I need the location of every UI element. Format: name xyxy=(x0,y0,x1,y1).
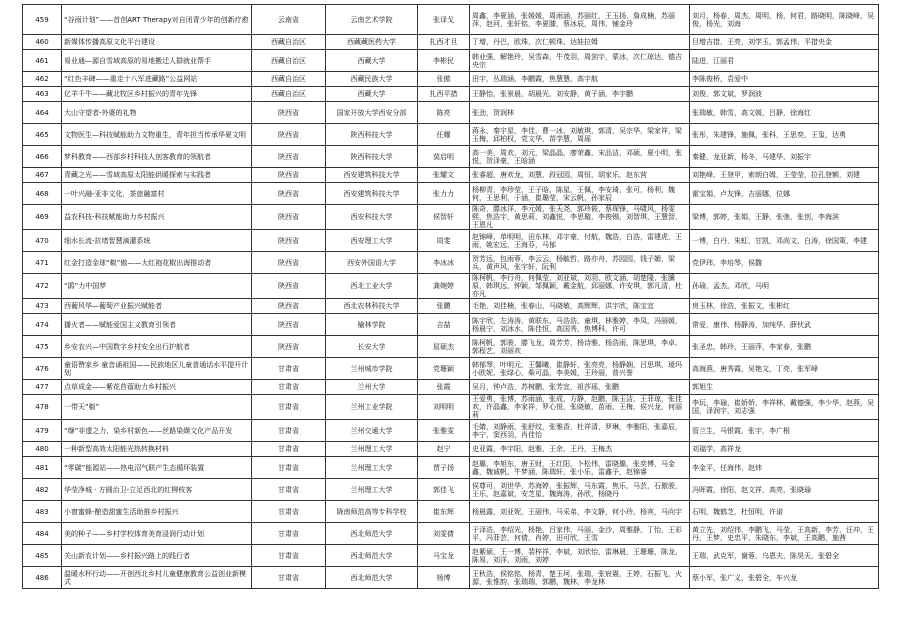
team-members-cell: 陈宇欣，左涛涛，黄联东，马浩浩，童琪，林雅婷，李凤，冯丽媛，杨晨宁，刘冰水，陈佳恒，高国秀，焦博科，许可 xyxy=(470,314,690,336)
project-title-cell: 美的种子——乡村学校体育美育浸润行动计划 xyxy=(62,523,252,545)
table-row xyxy=(23,72,879,87)
province-cell: 云南省 xyxy=(252,5,326,35)
school-name-cell: 西北师范大学 xyxy=(326,567,418,589)
school-name-cell: 陕西科技大学 xyxy=(326,124,418,146)
row-number-cell: 472 xyxy=(23,274,62,299)
school-name-cell: 西安科技大学 xyxy=(326,205,418,230)
project-title-cell: 易业通—源自雪域高原的易地搬迁人群就业帮手 xyxy=(62,50,252,72)
team-members-cell: 韩郁琴，叶明元，王馨曦，崔静轩，张亮亮，杨静娴，吕思琪，瑷玛小欧妮，张绿心，柴可晶，李美媛，王玲丽，普兴誉 xyxy=(470,358,690,380)
project-title-cell: 亿羊千牛——藏北牧区乡村振兴的青年先锋 xyxy=(62,87,252,102)
row-number-cell: 465 xyxy=(23,124,62,146)
project-title-cell: 细水长流-抗堵智慧滴灌系统 xyxy=(62,230,252,252)
team-members-cell: 毛艳，刘佳楠，张春山，马晓敏，高辉辉，洪宇欣，陈宝宜 xyxy=(470,299,690,314)
province-cell: 陕西省 xyxy=(252,168,326,183)
row-number-cell: 485 xyxy=(23,545,62,567)
school-name-cell: 西北师范大学 xyxy=(326,545,418,567)
province-cell: 陕西省 xyxy=(252,205,326,230)
province-cell: 陕西省 xyxy=(252,124,326,146)
advisor-teachers-cell: 黄立先，刘绍伟，李鹏飞，马莹，王高新，李芳，汪冲，王丹，王梦，史忠平，朱晓东，李斌，王高鹏，施茜 xyxy=(690,523,879,545)
province-cell: 西藏自治区 xyxy=(252,35,326,50)
project-title-cell: “缬”非遗之力，染乡村新色——丝路染缬文化产品开发 xyxy=(62,420,252,442)
row-number-cell: 461 xyxy=(23,50,62,72)
school-name-cell: 西北工业大学 xyxy=(326,274,418,299)
province-cell: 甘肃省 xyxy=(252,442,326,457)
spreadsheet-page xyxy=(22,4,878,589)
province-cell: 陕西省 xyxy=(252,299,326,314)
team-leader-cell: 侯智轩 xyxy=(418,205,470,230)
project-title-cell: 小窗蜜蜂-酿造甜蜜生活助推乡村振兴 xyxy=(62,501,252,523)
table-row xyxy=(23,545,879,567)
advisor-teachers-cell: 秦健，龙亚新，杨冬，马建华，刘振宇 xyxy=(690,146,879,168)
advisor-teachers-cell: 管兰生，马银霞，张宇，李广根 xyxy=(690,420,879,442)
team-leader-cell: 张傲 xyxy=(418,72,470,87)
province-cell: 陕西省 xyxy=(252,183,326,205)
province-cell: 甘肃省 xyxy=(252,523,326,545)
advisor-teachers-cell: 刘艳峰，王登甲，索朗白姆，王莹莹，拉孔登额，刘建 xyxy=(690,168,879,183)
project-title-cell: 华莹净城 · 方圆治卫-立足西北的红柳枝客 xyxy=(62,479,252,501)
table-row xyxy=(23,124,879,146)
school-name-cell: 西藏大学 xyxy=(326,87,418,102)
project-title-cell: 点草成金——紫花苜蓿助力乡村振兴 xyxy=(62,380,252,395)
table-row xyxy=(23,146,879,168)
province-cell: 西藏自治区 xyxy=(252,50,326,72)
team-leader-cell: 马宝龙 xyxy=(418,545,470,567)
advisor-teachers-cell: 张瑞敏，韩雪，高文媛，吕静，徐海红 xyxy=(690,102,879,124)
team-members-cell: 于泽浩，李绍光，杨艳，吕家伟，马丽，金沙，周雅静，丁怡，王彩平，冯菲芸，何倩，肖婷，田可欣，王雪 xyxy=(470,523,690,545)
province-cell: 陕西省 xyxy=(252,274,326,299)
team-leader-cell: 扎西平措 xyxy=(418,87,470,102)
table-body xyxy=(23,5,879,589)
school-name-cell: 榆林学院 xyxy=(326,314,418,336)
table-row xyxy=(23,358,879,380)
project-title-cell: 播火者——赋能爱国主义教育引领者 xyxy=(62,314,252,336)
team-members-cell: 张睿超，唐欢龙，刘慧，段冠园，周恒，胡家乐，赵东营 xyxy=(470,168,690,183)
project-table xyxy=(22,4,879,589)
advisor-teachers-cell: 郭旭生 xyxy=(690,380,879,395)
table-row xyxy=(23,50,879,72)
project-title-cell: 红金打造金球“椒”傲——大红袍花椒出海推动者 xyxy=(62,252,252,274)
advisor-teachers-cell: 刘月，杨春，周杰，周明，杨，何君，路晓明，陈晓峰，吴俊，杨光，刘海 xyxy=(690,5,879,35)
province-cell: 西藏自治区 xyxy=(252,72,326,87)
advisor-teachers-cell: 旦增吉措，王亮，刘学玉，郭孟伟，平措央金 xyxy=(690,35,879,50)
team-members-cell: 吴月，钟卢浩，苏树鹏，张芳宜，祖莎瑶，张鹏 xyxy=(470,380,690,395)
team-leader-cell: 张耀文 xyxy=(418,168,470,183)
province-cell: 陕西省 xyxy=(252,146,326,168)
team-leader-cell: 龚婉婷 xyxy=(418,274,470,299)
team-leader-cell: 周斐 xyxy=(418,230,470,252)
team-leader-cell: 任耀 xyxy=(418,124,470,146)
province-cell: 甘肃省 xyxy=(252,567,326,589)
team-members-cell: 毛婧，刘静雨，张舒纹，张雅香，杜祥清，罗琳，李雅阳，张嘉辰，李宁，窦西羽，肖佳怡 xyxy=(470,420,690,442)
school-name-cell: 西藏民族大学 xyxy=(326,72,418,87)
team-members-cell: 丁增，丹巴，欧珠，次仁顿珠，达娃拉姆 xyxy=(470,35,690,50)
school-name-cell: 西安外国语大学 xyxy=(326,252,418,274)
table-row xyxy=(23,523,879,545)
row-number-cell: 484 xyxy=(23,523,62,545)
school-name-cell: 兰州城市学院 xyxy=(326,358,418,380)
school-name-cell: 陇南师范高等专科学校 xyxy=(326,501,418,523)
school-name-cell: 西安建筑科技大学 xyxy=(326,168,418,183)
team-members-cell: 陈奇，滕冰洋，李元媛，张天尧，郭玲筱，蔡琛锋，马啸风，杨雯熙，焦浩宇，黄思莉，刘鑫悦，李思璇，李俊锡，刘智琪，王慧智，王恩凡 xyxy=(470,205,690,230)
school-name-cell: 西安理工大学 xyxy=(326,230,418,252)
school-name-cell: 兰州理工大学 xyxy=(326,442,418,457)
team-members-cell: 杨晨露，刘亚妮，王丽伟，马采弟，李文静，何小玲，杨宾，马向宇 xyxy=(470,501,690,523)
project-title-cell: “零碳”能源站——热电沼气联产生态循环装置 xyxy=(62,457,252,479)
school-name-cell: 西藏大学 xyxy=(326,50,418,72)
team-leader-cell: 刘雯倩 xyxy=(418,523,470,545)
province-cell: 甘肃省 xyxy=(252,457,326,479)
table-row xyxy=(23,230,879,252)
team-leader-cell: 吉喆 xyxy=(418,314,470,336)
team-members-cell: 贺芳远，包雨蓉，李云云，杨毓哲，路亦舟，苏园园，钱子媚，梁兵，黄声风，张宇轩，阮利 xyxy=(470,252,690,274)
table-row xyxy=(23,336,879,358)
advisor-teachers-cell: 冯晖霞，徐阳，赵文祥，高亮，张晓瑜 xyxy=(690,479,879,501)
table-row xyxy=(23,252,879,274)
advisor-teachers-cell: 高海燕，唐秀霞，吴艳文，丁亮，张军峰 xyxy=(690,358,879,380)
table-row xyxy=(23,567,879,589)
table-row xyxy=(23,442,879,457)
project-title-cell: 梦科教育——西部乡村科技人创客教育的领航者 xyxy=(62,146,252,168)
project-title-cell: “谷雨计划”——首创ART Therapy对自闭青少年的创新疗愈 xyxy=(62,5,252,35)
team-members-cell: 杨柳青，李珍莹，王子晗，陈星，王佩，李安琦，张可，杨利，魏何，王思利，于涵，崔璐莹，宋云帆，孙家辰 xyxy=(470,183,690,205)
advisor-teachers-cell: 王瑞，武克军，谢蓉，乌恩夫，陈昊天，张碧全 xyxy=(690,545,879,567)
project-title-cell: 温暖水杯行动——开创西北乡村儿童健康教育公益创业新模式 xyxy=(62,567,252,589)
team-members-cell: 蒋永，秦宇星，李佳，曹一冰，刘敏琪，郭清，吴宗华，梁家祥，梁玉梅，邱柏权，党文华，苗学慧，周瑶 xyxy=(470,124,690,146)
team-members-cell: 陈柯帆，郭骏，滕飞龙，周芳芳，杨诗雅，杨浩雨，陈思琪，李卓，郭程艺，刘丽欢 xyxy=(470,336,690,358)
row-number-cell: 477 xyxy=(23,380,62,395)
row-number-cell: 466 xyxy=(23,146,62,168)
row-number-cell: 476 xyxy=(23,358,62,380)
province-cell: 甘肃省 xyxy=(252,380,326,395)
school-name-cell: 西安建筑科技大学 xyxy=(326,183,418,205)
row-number-cell: 483 xyxy=(23,501,62,523)
advisor-teachers-cell: 梁博，郭婷，张娟，王静，张弛，张创，李海滨 xyxy=(690,205,879,230)
advisor-teachers-cell: 李玩，李瑜，崔娇娇，李祥林，戴德强，李少华，赵燕，吴国，泽润宇，刘志强 xyxy=(690,395,879,420)
row-number-cell: 482 xyxy=(23,479,62,501)
project-title-cell: 大山守望者-外婆的礼物 xyxy=(62,102,252,124)
team-members-cell: 王爱勇，张博，苏雨涵，张成，方静，赵鹏，陈玉洁，王菲琼，张佳欢，许晶鑫，李家祥，罗心悦，张晓敏，苗雨，王梅，侯兴龙，何丽莉 xyxy=(470,395,690,420)
province-cell: 西藏自治区 xyxy=(252,87,326,102)
team-members-cell: 韩业强，解艳玲，吴雪森，牛茂羽，周剑宇，蒙冰，次仁琼达，德吉央宗 xyxy=(470,50,690,72)
team-members-cell: 田宇，丛瑞涵，李鹏霞，焦慧慧，高宇航 xyxy=(470,72,690,87)
team-leader-cell: 党珊颖 xyxy=(418,358,470,380)
row-number-cell: 460 xyxy=(23,35,62,50)
table-row xyxy=(23,479,879,501)
team-leader-cell: 张鹏 xyxy=(418,299,470,314)
project-title-cell: 西葡风华—葡萄产业振兴赋能者 xyxy=(62,299,252,314)
school-name-cell: 西北师范大学 xyxy=(326,523,418,545)
school-name-cell: 兰州交通大学 xyxy=(326,420,418,442)
advisor-teachers-cell: 孙瑜，孟杰，邓欣，马明 xyxy=(690,274,879,299)
table-row xyxy=(23,5,879,35)
row-number-cell: 467 xyxy=(23,168,62,183)
project-title-cell: 一种新型高效太阳能光热转换材料 xyxy=(62,442,252,457)
table-row xyxy=(23,168,879,183)
team-members-cell: 侯尊可，刘世华，苏海婷，张振辉，马东霞，焦乐，马芸，石傲骏，王乐，赵嘉斌，安芝星，魏海涛，孙欣，杨晓丹 xyxy=(470,479,690,501)
row-number-cell: 459 xyxy=(23,5,62,35)
school-name-cell: 西藏藏医药大学 xyxy=(326,35,418,50)
team-members-cell: 赵璐，李旭东，唐玉财，王红阳，卜松伟，雷晓璐，张奕博，马金鑫，魏诚帆，牛梦涵，陈瑞轩，张小乐，雷鑫予，赵锦睿 xyxy=(470,457,690,479)
table-row xyxy=(23,102,879,124)
team-members-cell: 赵锦峰，单明明，田东林，邓宇豪，付航，魏浩，白浩，雷建虎，王雨，姚宏远，王海芬，马郁 xyxy=(470,230,690,252)
advisor-teachers-cell: 李陈俊桥，袁爱中 xyxy=(690,72,879,87)
province-cell: 甘肃省 xyxy=(252,479,326,501)
team-leader-cell: 张译戈 xyxy=(418,5,470,35)
row-number-cell: 474 xyxy=(23,314,62,336)
project-title-cell: 乡安农兴—中国数字乡村安全出行护航者 xyxy=(62,336,252,358)
school-name-cell: 兰州理工大学 xyxy=(326,457,418,479)
team-leader-cell: 崔东辉 xyxy=(418,501,470,523)
province-cell: 甘肃省 xyxy=(252,358,326,380)
table-row xyxy=(23,183,879,205)
team-members-cell: 高一美，周欢，刘元，梁晶晶，廖荣鑫，宋品洁，邓硕，夏小明，张悦，贺泽豪，王晗涵 xyxy=(470,146,690,168)
school-name-cell: 西北农林科技大学 xyxy=(326,299,418,314)
province-cell: 陕西省 xyxy=(252,230,326,252)
province-cell: 陕西省 xyxy=(252,252,326,274)
team-leader-cell: 郭佳飞 xyxy=(418,479,470,501)
school-name-cell: 兰州大学 xyxy=(326,380,418,395)
project-title-cell: 文物医生—科技赋能助力文物重生，青年担当传承华夏文明 xyxy=(62,124,252,146)
advisor-teachers-cell: 房玉林，徐浩，张振文，张彬红 xyxy=(690,299,879,314)
advisor-teachers-cell: 陆进，江丽君 xyxy=(690,50,879,72)
row-number-cell: 480 xyxy=(23,442,62,457)
school-name-cell: 兰州工业学院 xyxy=(326,395,418,420)
advisor-teachers-cell: 石明，魏鹤芝，杜恒明，许诺 xyxy=(690,501,879,523)
advisor-teachers-cell: 党伊玮，李培琴，侯馥 xyxy=(690,252,879,274)
team-leader-cell: 杨博 xyxy=(418,567,470,589)
province-cell: 甘肃省 xyxy=(252,545,326,567)
table-row xyxy=(23,501,879,523)
row-number-cell: 475 xyxy=(23,336,62,358)
province-cell: 甘肃省 xyxy=(252,420,326,442)
advisor-teachers-cell: 蔡小军，张广义，张碧全，车兴龙 xyxy=(690,567,879,589)
province-cell: 陕西省 xyxy=(252,314,326,336)
team-leader-cell: 屈硕杰 xyxy=(418,336,470,358)
team-leader-cell: 赵宁 xyxy=(418,442,470,457)
team-leader-cell: 张霞 xyxy=(418,380,470,395)
table-row xyxy=(23,274,879,299)
project-title-cell: 一带天”椒” xyxy=(62,395,252,420)
team-members-cell: 王静怡，张景晨，胡晨光，刘安静，黄子涵，李宇鹏 xyxy=(470,87,690,102)
advisor-teachers-cell: 刘福学，高祥龙 xyxy=(690,442,879,457)
row-number-cell: 486 xyxy=(23,567,62,589)
team-leader-cell: 刘明明 xyxy=(418,395,470,420)
team-members-cell: 周鑫，李夏涵，张媛媛，周雨涵，苏丽红，王玉扬，詹成楠，苏丽萍，赵河，张轩铭，李夏膝，蔡冰辰，周伟，铺金玲 xyxy=(470,5,690,35)
row-number-cell: 469 xyxy=(23,205,62,230)
province-cell: 甘肃省 xyxy=(252,395,326,420)
team-members-cell: 张劲，贺润林 xyxy=(470,102,690,124)
row-number-cell: 468 xyxy=(23,183,62,205)
team-leader-cell: 贾子扬 xyxy=(418,457,470,479)
advisor-teachers-cell: 张圣忠，韩玲，王丽萍，李家春，张鹏 xyxy=(690,336,879,358)
team-leader-cell: 陈亮 xyxy=(418,102,470,124)
team-leader-cell: 莫启明 xyxy=(418,146,470,168)
row-number-cell: 464 xyxy=(23,102,62,124)
team-leader-cell: 李彬民 xyxy=(418,50,470,72)
row-number-cell: 479 xyxy=(23,420,62,442)
project-title-cell: 益农科技-科技赋能助力乡村振兴 xyxy=(62,205,252,230)
project-title-cell: “红色丰碑——重走十八军进藏路”公益网站 xyxy=(62,72,252,87)
project-title-cell: “鹃”力中国梦 xyxy=(62,274,252,299)
row-number-cell: 471 xyxy=(23,252,62,274)
table-row xyxy=(23,314,879,336)
row-number-cell: 481 xyxy=(23,457,62,479)
school-name-cell: 兰州理工大学 xyxy=(326,479,418,501)
table-row xyxy=(23,299,879,314)
table-row xyxy=(23,205,879,230)
table-row xyxy=(23,87,879,102)
table-row xyxy=(23,457,879,479)
row-number-cell: 463 xyxy=(23,87,62,102)
table-row xyxy=(23,420,879,442)
team-leader-cell: 李冰冰 xyxy=(418,252,470,274)
table-row xyxy=(23,35,879,50)
project-title-cell: 新媒体传播高原文化平台建设 xyxy=(62,35,252,50)
advisor-teachers-cell: 刘俊，郭文斌，罗润波 xyxy=(690,87,879,102)
advisor-teachers-cell: 常爱，康伟，杨静涛，加纯华，薛伙武 xyxy=(690,314,879,336)
team-members-cell: 王秋浩，侯铭铭，杨青，楚玉珂，张瑞，张宸震，王婷，石振飞，火源，张惟韵，张瑞瑞，郭鹏，魏林，李龙林 xyxy=(470,567,690,589)
province-cell: 甘肃省 xyxy=(252,501,326,523)
team-members-cell: 赵紫硕，王一博，裴梓祥，李斌，刘欣怡，雷琳晨，王珊珊，陈龙，陈易，刘洋，刘雨，刘婷 xyxy=(470,545,690,567)
advisor-teachers-cell: 张彤，朱建锋，施佩，张科，王思奕，王玺，达勇 xyxy=(690,124,879,146)
school-name-cell: 国家开放大学西安分部 xyxy=(326,102,418,124)
team-leader-cell: 扎西才旦 xyxy=(418,35,470,50)
project-title-cell: 青藏之光——雪域高原太阳能供暖探索与实践者 xyxy=(62,168,252,183)
row-number-cell: 478 xyxy=(23,395,62,420)
team-members-cell: 史亚霞，李宇阳，赵雅，王余，王丹，王梅杰 xyxy=(470,442,690,457)
school-name-cell: 云南艺术学院 xyxy=(326,5,418,35)
project-title-cell: 一叶兴融-亚非文化，茶旅融富村 xyxy=(62,183,252,205)
advisor-teachers-cell: 一博，白丹，朱虹，甘凯，邓尚文，白涛，徐国策，李建 xyxy=(690,230,879,252)
project-title-cell: 童语赞家乡 童音诵祖国——民族地区儿童普通话水平提升计划 xyxy=(62,358,252,380)
province-cell: 陕西省 xyxy=(252,336,326,358)
school-name-cell: 长安大学 xyxy=(326,336,418,358)
row-number-cell: 470 xyxy=(23,230,62,252)
table-row xyxy=(23,395,879,420)
row-number-cell: 462 xyxy=(23,72,62,87)
row-number-cell: 473 xyxy=(23,299,62,314)
team-leader-cell: 张雅雯 xyxy=(418,420,470,442)
team-members-cell: 陈柯帆，李行舟，何佩莹，刘亚斌，刘羽，欧文涵，胡楚隆，张騰原，韩琪远，钟颖，邹佩颖，戴金航，邱丽娜，许安琪，郭凡清，杜亦凡 xyxy=(470,274,690,299)
province-cell: 陕西省 xyxy=(252,102,326,124)
project-title-cell: 关山新农计划——乡村振兴路上的践行者 xyxy=(62,545,252,567)
advisor-teachers-cell: 霍宝娟，卢友锋，吉丽娜，位娜 xyxy=(690,183,879,205)
team-leader-cell: 张力力 xyxy=(418,183,470,205)
table-row xyxy=(23,380,879,395)
school-name-cell: 陕西科技大学 xyxy=(326,146,418,168)
advisor-teachers-cell: 李金平，任海伟，赵炜 xyxy=(690,457,879,479)
